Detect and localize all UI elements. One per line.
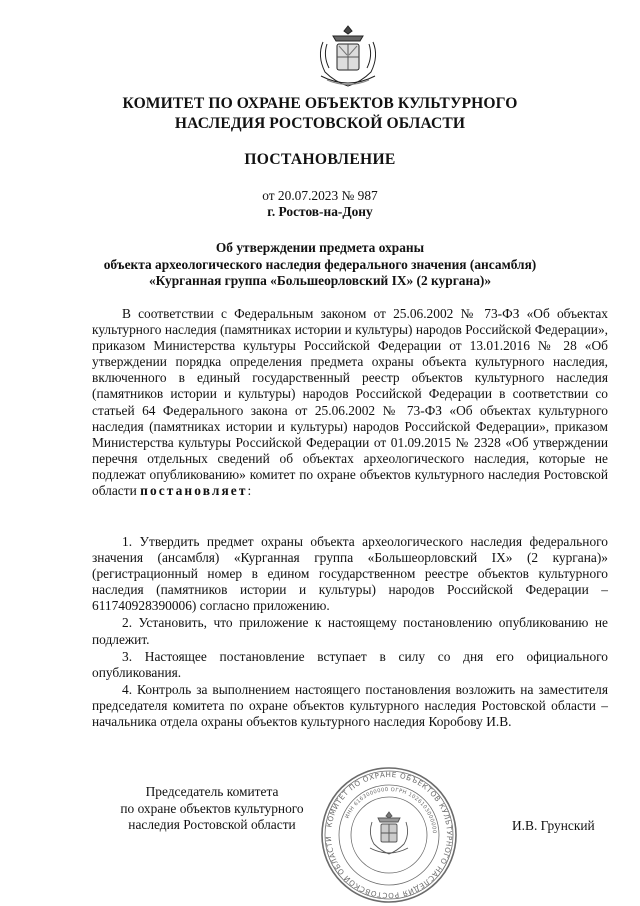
decree-items (92, 534, 608, 731)
seal-emblem-icon (370, 812, 408, 854)
decree-word: постановляет (140, 483, 248, 499)
seal-outer-textpath: КОМИТЕТ ПО ОХРАНЕ ОБЪЕКТОВ КУЛЬТУРНОГО НАСЛЕДИЯ РОСТОВСКОЙ ОБЛАСТИ (323, 769, 455, 901)
signatory-name: И.В. Грунский (512, 818, 595, 833)
date-and-number: от 20.07.2023 № 987 (262, 188, 378, 203)
signatory-position-line-3: наследия Ростовской области (128, 817, 296, 833)
official-seal-stamp (320, 766, 458, 904)
decree-item: 1. Утвердить предмет охраны объекта археологического наследия федерального значения (ансамбля) «Курганная группа «Большеорловский IX» (2 кургана)» (регистрационный номер в едином государственном реестре объектов культурного наследия (памятников истории и культуры) народов Российской Федерации – 611740928390006) согласно приложению. (92, 534, 608, 614)
signatory-position (92, 784, 332, 834)
decree-item: 2. Установить, что приложение к настоящему постановлению опубликованию не подлежит. (92, 615, 608, 647)
city: г. Ростов-на-Дону (267, 204, 373, 219)
document-title-line-1: Об утверждении предмета охраны (215, 240, 425, 255)
coat-of-arms-emblem (313, 22, 383, 90)
organization-name (0, 94, 640, 134)
seal-inner-textpath: ИНН 6163000000 ОГРН 1026103000000 (344, 786, 438, 834)
decree-item: 4. Контроль за выполнением настоящего постановления возложить на заместителя председателя комитета по охране объектов культурного наследия Ростовской области – начальника отдела охраны объектов культурного наследия Коробову И.В. (92, 681, 608, 730)
organization-name-line-1: КОМИТЕТ ПО ОХРАНЕ ОБЪЕКТОВ КУЛЬТУРНОГО (122, 95, 518, 112)
preamble-text: В соответствии с Федеральным законом от 25.06.2002 № 73-ФЗ «Об объектах культурного наследия (памятниках истории и культуры) народов Российской Федерации», приказом Министерства культуры Российской Федерации от 13.01.2016 № 28 «Об утверждении порядка определения предмета охраны объекта культурного наследия, включенного в единый государственный реестр объектов культурного наследия (памятников истории и культуры) народов Российской Федерации в соответствии со статьей 64 Федерального закона от 25.06.2002 № 73-ФЗ «Об объектах культурного наследия (памятниках истории и культуры) народов Российской Федерации», приказом Министерства культуры Российской Федерации от 01.09.2015 № 2328 «Об утверждении перечня отдельных сведений об объектах археологического наследия, которые не подлежат опубликованию» комитет по охране объектов культурного наследия Ростовской области (92, 306, 608, 499)
preamble-paragraph (92, 306, 608, 499)
signatory-position-line-2: по охране объектов культурного (120, 800, 304, 816)
document-type: ПОСТАНОВЛЕНИЕ (244, 151, 396, 168)
document-title-line-3: «Курганная группа «Большеорловский IX» (2 кургана)» (148, 273, 492, 288)
document-title-line-2: объекта археологического наследия федерального значения (ансамбля) (103, 256, 537, 272)
organization-name-line-2: НАСЛЕДИЯ РОСТОВСКОЙ ОБЛАСТИ (174, 115, 466, 132)
signatory-position-line-1: Председатель комитета (145, 784, 279, 799)
preamble-colon: : (247, 483, 252, 499)
decree-item: 3. Настоящее постановление вступает в силу со дня его официального опубликования. (92, 648, 608, 680)
document-title (40, 240, 600, 290)
